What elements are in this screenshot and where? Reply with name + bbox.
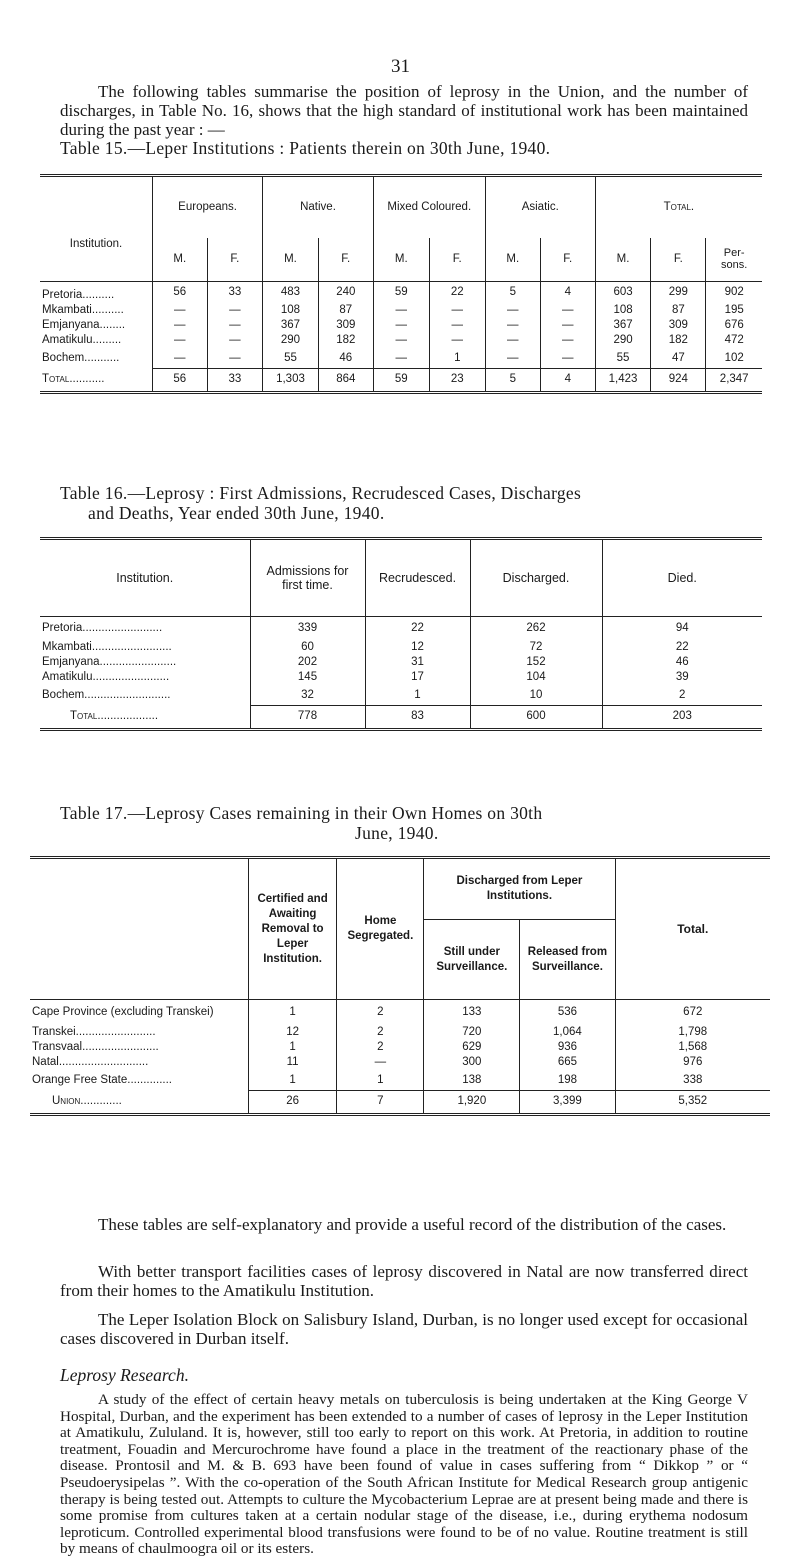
t16-header-died: Died. <box>602 539 762 617</box>
t17-header-total: Total. <box>615 858 770 1000</box>
table16-caption-line1: Table 16.—Leprosy : First Admissions, Recrudesced Cases, Discharges <box>60 483 582 503</box>
t15-body <box>40 282 762 393</box>
table17-caption-line1: Table 17.—Leprosy Cases remaining in their Own Homes on 30th <box>60 803 543 823</box>
table-row: Pretoria.......... 56 33 483 240 59 22 5 4 603 299 902 <box>40 282 762 304</box>
t15-sub-header: M. <box>485 238 540 282</box>
table15 <box>40 174 762 394</box>
table-row: Bochem........... — — 55 46 — 1 — — 55 47 102 <box>40 349 762 369</box>
paragraph-isolation-block: The Leper Isolation Block on Salisbury Island, Durban, is no longer used except for occasional cases discovered in Durban itself. <box>60 1310 748 1348</box>
t16-header-recrudesced: Recrudesced. <box>365 539 470 617</box>
t17-header-released: Released from Surveillance. <box>520 920 615 1000</box>
table-row: Transkei......................... 12 2 720 1,064 1,798 <box>30 1026 770 1041</box>
t15-group-header: Native. <box>263 176 374 238</box>
paragraph-transport: With better transport facilities cases of leprosy discovered in Natal are now transferred direct from their homes to the Amatikulu Institution. <box>60 1262 748 1300</box>
table16-caption-line2: and Deaths, Year ended 30th June, 1940. <box>88 503 385 523</box>
t15-sub-header: F. <box>540 238 595 282</box>
t15-group-header: Asiatic. <box>485 176 595 238</box>
page-number: 31 <box>391 56 410 77</box>
table-row: Transvaal........................ 1 2 629 936 1,568 <box>30 1041 770 1056</box>
t16-header-admissions: Admissions for first time. <box>250 539 365 617</box>
total-row: Union............. 26 7 1,920 3,399 5,352 <box>30 1091 770 1115</box>
t16-header-institution: Institution. <box>40 539 250 617</box>
t15-sub-header: M. <box>263 238 319 282</box>
table17-caption-line2: June, 1940. <box>355 823 439 843</box>
table-row: Emjanyana........ — — 367 309 — — — — 367 309 676 <box>40 319 762 334</box>
t15-sub-header: M. <box>153 238 208 282</box>
intro-paragraph: The following tables summarise the position of leprosy in the Union, and the number of discharges, in Table No. 16, shows that the high standard of institutional work has been maintained during the past year : — <box>60 82 748 139</box>
table17 <box>30 856 770 1116</box>
t15-sub-header: F. <box>207 238 263 282</box>
t16-header-discharged: Discharged. <box>470 539 602 617</box>
total-row: Total........... 56 33 1,303 864 59 23 5 4 1,423 924 2,347 <box>40 369 762 393</box>
table-row: Natal............................ 11 — 300 665 976 <box>30 1056 770 1071</box>
t15-sub-header: Per- sons. <box>706 238 762 282</box>
table-row: Cape Province (excluding Transkei) 1 2 133 536 672 <box>30 1000 770 1026</box>
t17-header-blank <box>30 858 248 1000</box>
table-row: Emjanyana........................ 202 31 152 46 <box>40 656 762 671</box>
t15-sub-header: M. <box>373 238 429 282</box>
table-row: Amatikulu......... — — 290 182 — — — — 290 182 472 <box>40 334 762 349</box>
t15-institution-header: Institution. <box>40 176 153 282</box>
t15-sub-header: F. <box>651 238 706 282</box>
t15-sub-header: F. <box>429 238 485 282</box>
t17-header-still: Still under Surveillance. <box>424 920 520 1000</box>
t17-header-home: Home Segregated. <box>337 858 424 1000</box>
t15-group-header: Europeans. <box>153 176 263 238</box>
table16 <box>40 537 762 731</box>
table-row: Pretoria......................... 339 22 262 94 <box>40 617 762 641</box>
table-row: Mkambati......................... 60 12 72 22 <box>40 641 762 656</box>
t17-header-discharged: Discharged from Leper Institutions. <box>424 858 615 920</box>
table-row: Bochem........................... 32 1 10 2 <box>40 686 762 706</box>
table15-caption: Table 15.—Leper Institutions : Patients therein on 30th June, 1940. <box>60 138 551 158</box>
total-row: Total................... 778 83 600 203 <box>40 706 762 730</box>
paragraph-research: A study of the effect of certain heavy metals on tuberculosis is being undertaken at the King George V Hospital, Durban, and the experiment has been extended to a number of cases of leprosy in the Leper Institution at Amatikulu, Zululand. It is, however, still too early to report on this work. At Pretoria, in addition to routine treatment, Fouadin and Mercurochrome have found a place in the treatment of the reactionary phase of the disease. Prontosil and M. & B. 693 have been found of value in cases suffering from “ Dikkop ” or “ Pseudoerysipelas ”. With the co-operation of the South African Institute for Medical Research group antigenic therapy is being tested out. Attempts to culture the Mycobacterium Leprae are at present being made and there is some promise from cultures taken at a certain nodular stage of the disease, i.e., during erythema nodosum leproticum. Controlled experimental blood transfusions were found to be of no value. Routine treatment is still by means of chaulmoogra oil or its esters. <box>60 1391 748 1558</box>
table-row: Amatikulu........................ 145 17 104 39 <box>40 671 762 686</box>
research-heading: Leprosy Research. <box>60 1365 189 1385</box>
t15-group-header: Total. <box>595 176 762 238</box>
t17-header-certified: Certified and Awaiting Removal to Leper Institution. <box>248 858 337 1000</box>
t15-sub-header: M. <box>595 238 651 282</box>
t15-group-header: Mixed Coloured. <box>373 176 485 238</box>
table-row: Mkambati.......... — — 108 87 — — — — 108 87 195 <box>40 304 762 319</box>
t15-sub-header: F. <box>318 238 373 282</box>
table-row: Orange Free State.............. 1 1 138 198 338 <box>30 1071 770 1091</box>
paragraph-self-explanatory: These tables are self-explanatory and provide a useful record of the distribution of the cases. <box>98 1215 727 1234</box>
